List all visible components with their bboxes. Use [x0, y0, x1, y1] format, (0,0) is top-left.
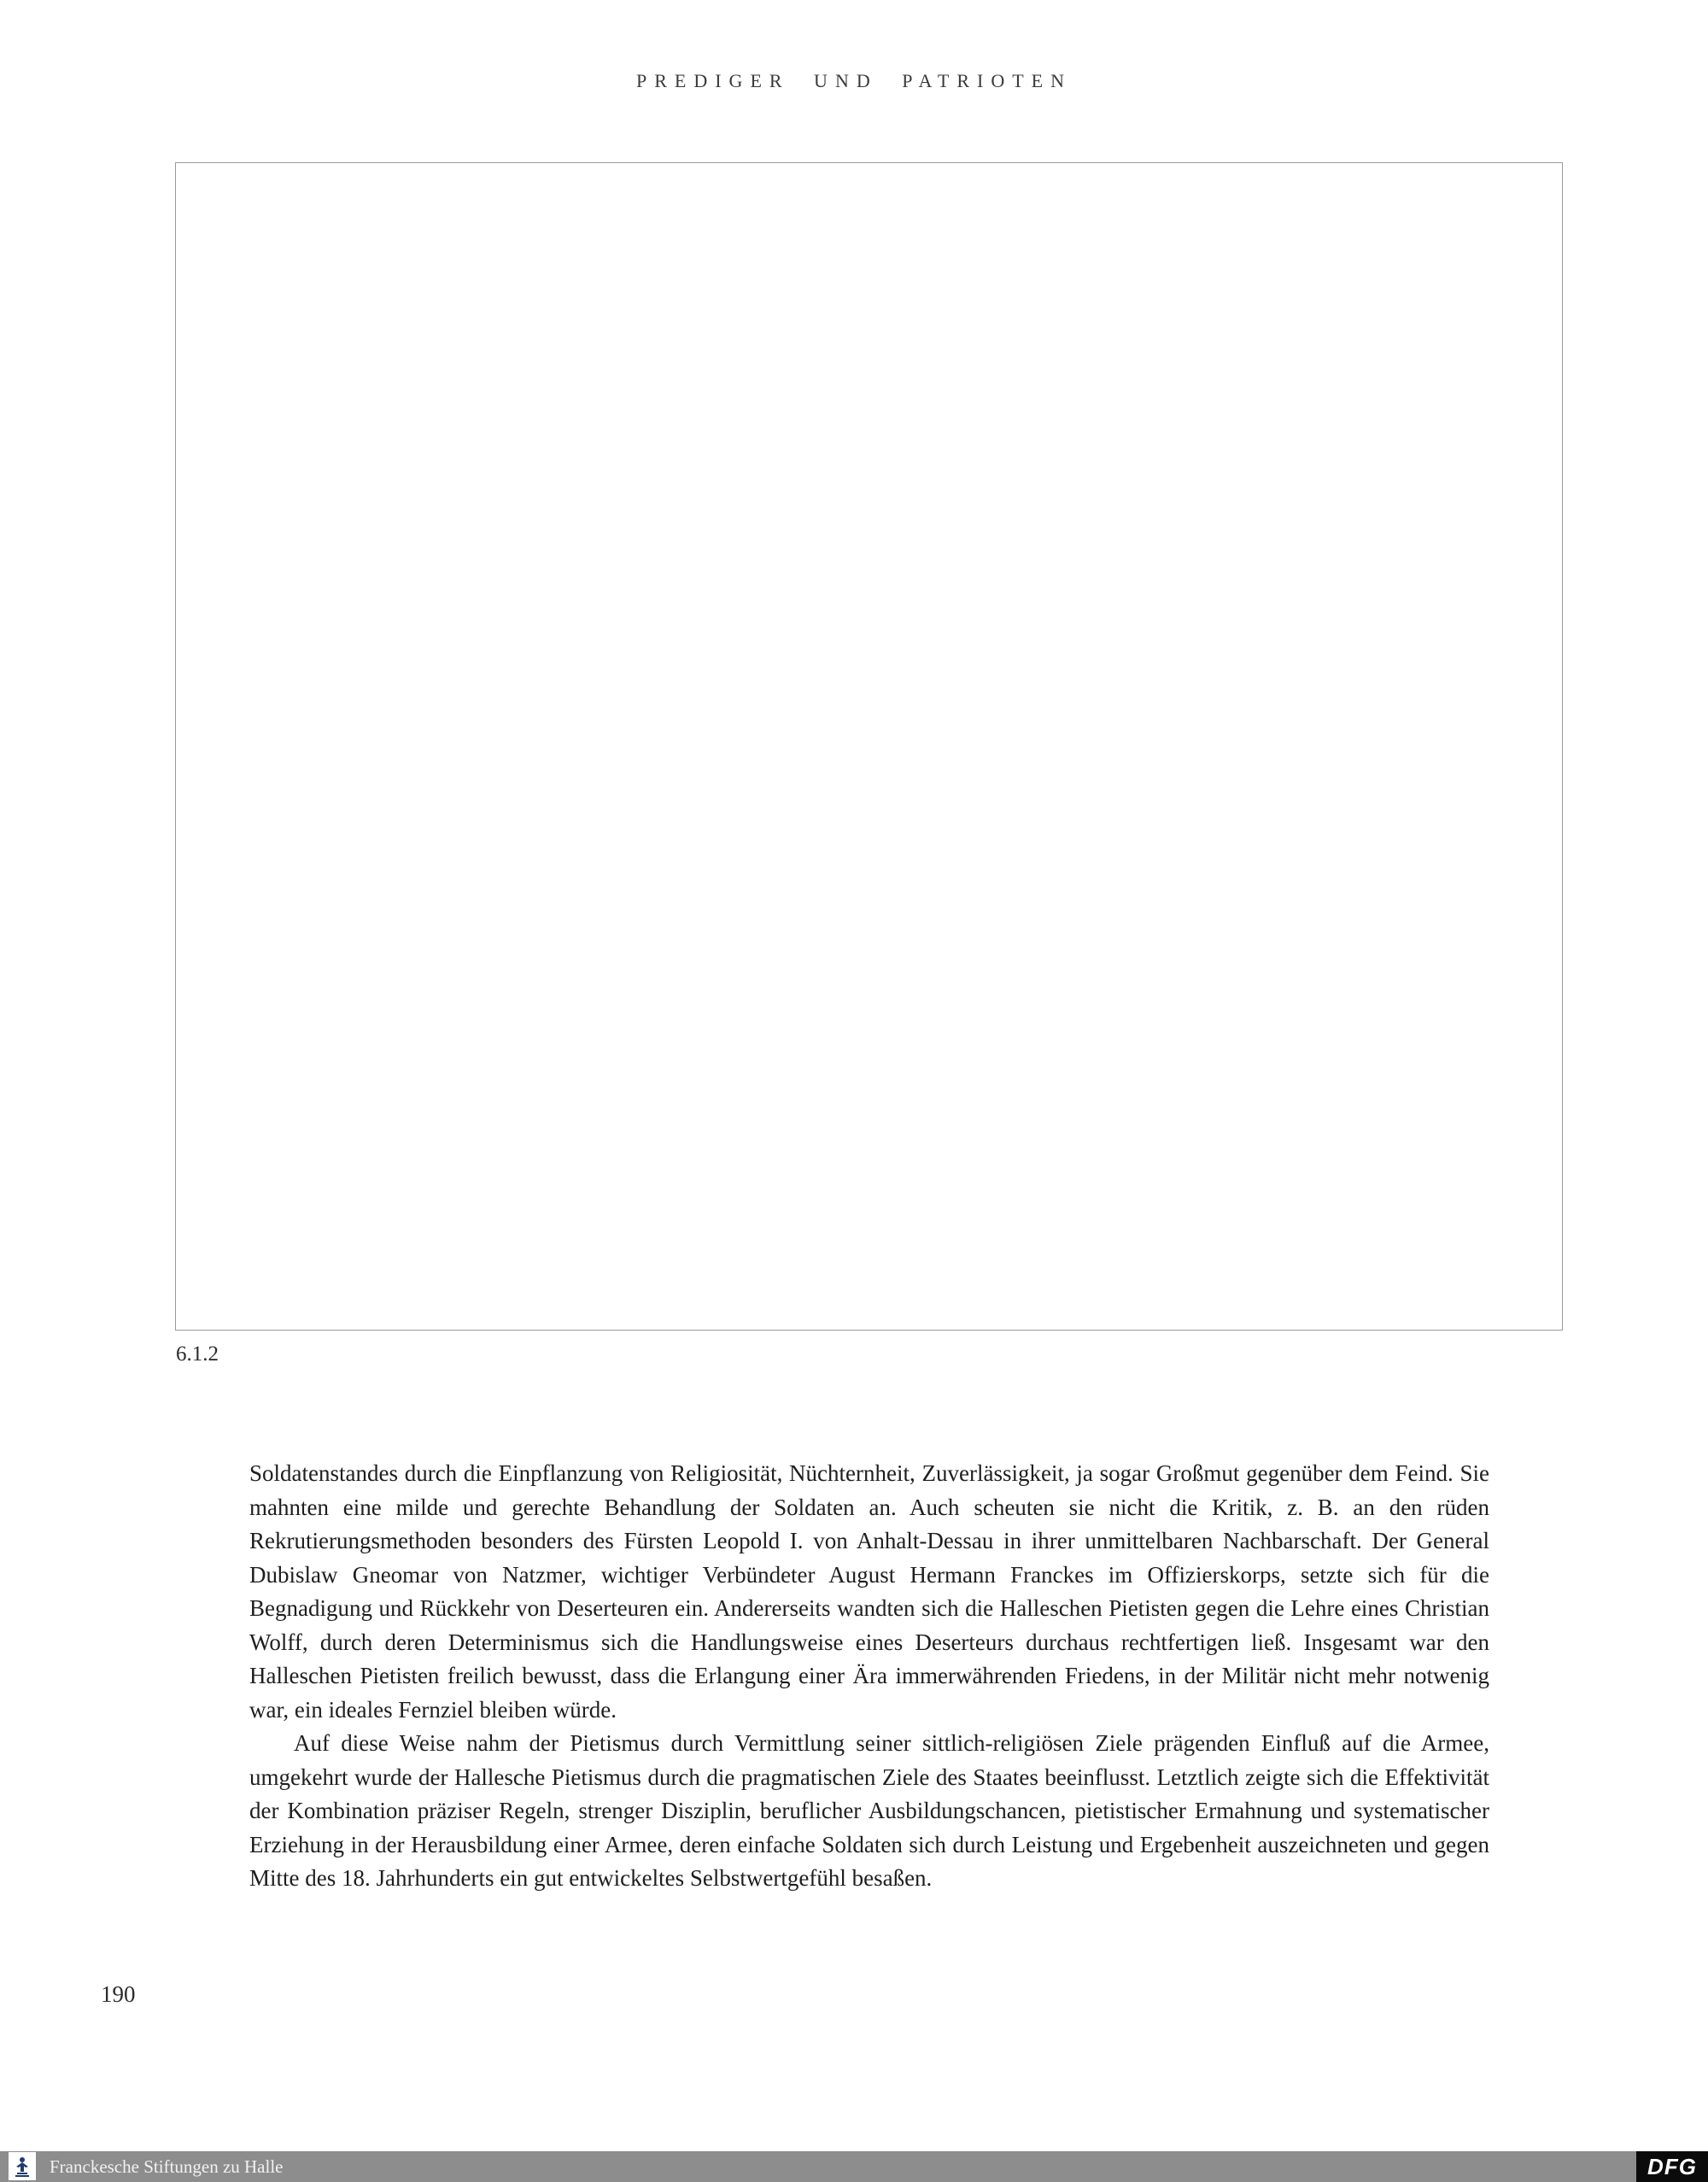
figure-caption: 6.1.2 — [176, 1343, 219, 1366]
running-head: PREDIGER UND PATRIOTEN — [636, 70, 1072, 91]
footer-institution-label: Franckesche Stiftungen zu Halle — [50, 2156, 284, 2177]
paragraph: Soldatenstandes durch die Einpflanzung von Religiosität, Nüchternheit, Zuverlässigkeit, ja sogar Großmut gegenüber dem Feind. Sie mahnten eine milde und gerechte Behandlung der Soldaten an. Auch scheuten sie nicht die Kritik, z. B. an den rüden Rekrutierungsmethoden besonders des Fürsten Leopold I. von Anhalt-Dessau in ihrer unmittelbaren Nachbarschaft. Der General Dubislaw Gneomar von Natzmer, wichtiger Verbündeter August Hermann Franckes im Offizierskorps, setzte sich für die Begnadigung und Rückkehr von Deserteuren ein. Andererseits wandten sich die Halleschen Pietisten gegen die Lehre eines Christian Wolff, durch deren Determinismus sich die Handlungsweise eines Deserteurs durchaus rechtfertigen ließ. Insgesamt war den Halleschen Pietisten freilich bewusst, dass die Erlangung einer Ära immerwährenden Friedens, in der Militär nicht mehr notwenig war, ein ideales Fernziel bleiben würde. — [249, 1460, 1489, 1723]
footer-bar — [0, 2151, 1708, 2182]
dfg-logo — [1636, 2151, 1708, 2182]
page-number: 190 — [101, 1981, 136, 2007]
dfg-logo-text: DFG — [1647, 2153, 1697, 2179]
paragraph: Auf diese Weise nahm der Pietismus durch Vermittlung seiner sittlich-religiösen Ziele prägenden Einfluß auf die Armee, umgekehrt wurde der Hallesche Pietismus durch die pragmatischen Ziele des Staates beeinflusst. Letztlich zeigte sich die Effektivität der Kombination präziser Regeln, strenger Disziplin, beruflicher Ausbildungschancen, pietistischer Ermahnung und systematischer Erziehung in der Herausbildung einer Armee, deren einfache Soldaten sich durch Leistung und Ergebenheit auszeichneten und gegen Mitte des 18. Jahrhunderts ein gut entwickeltes Selbstwertgefühl besaßen. — [249, 1730, 1489, 1891]
figure-frame — [175, 162, 1563, 1331]
body-text — [249, 1457, 1489, 1896]
franckesche-stiftungen-logo-icon — [9, 2152, 36, 2180]
